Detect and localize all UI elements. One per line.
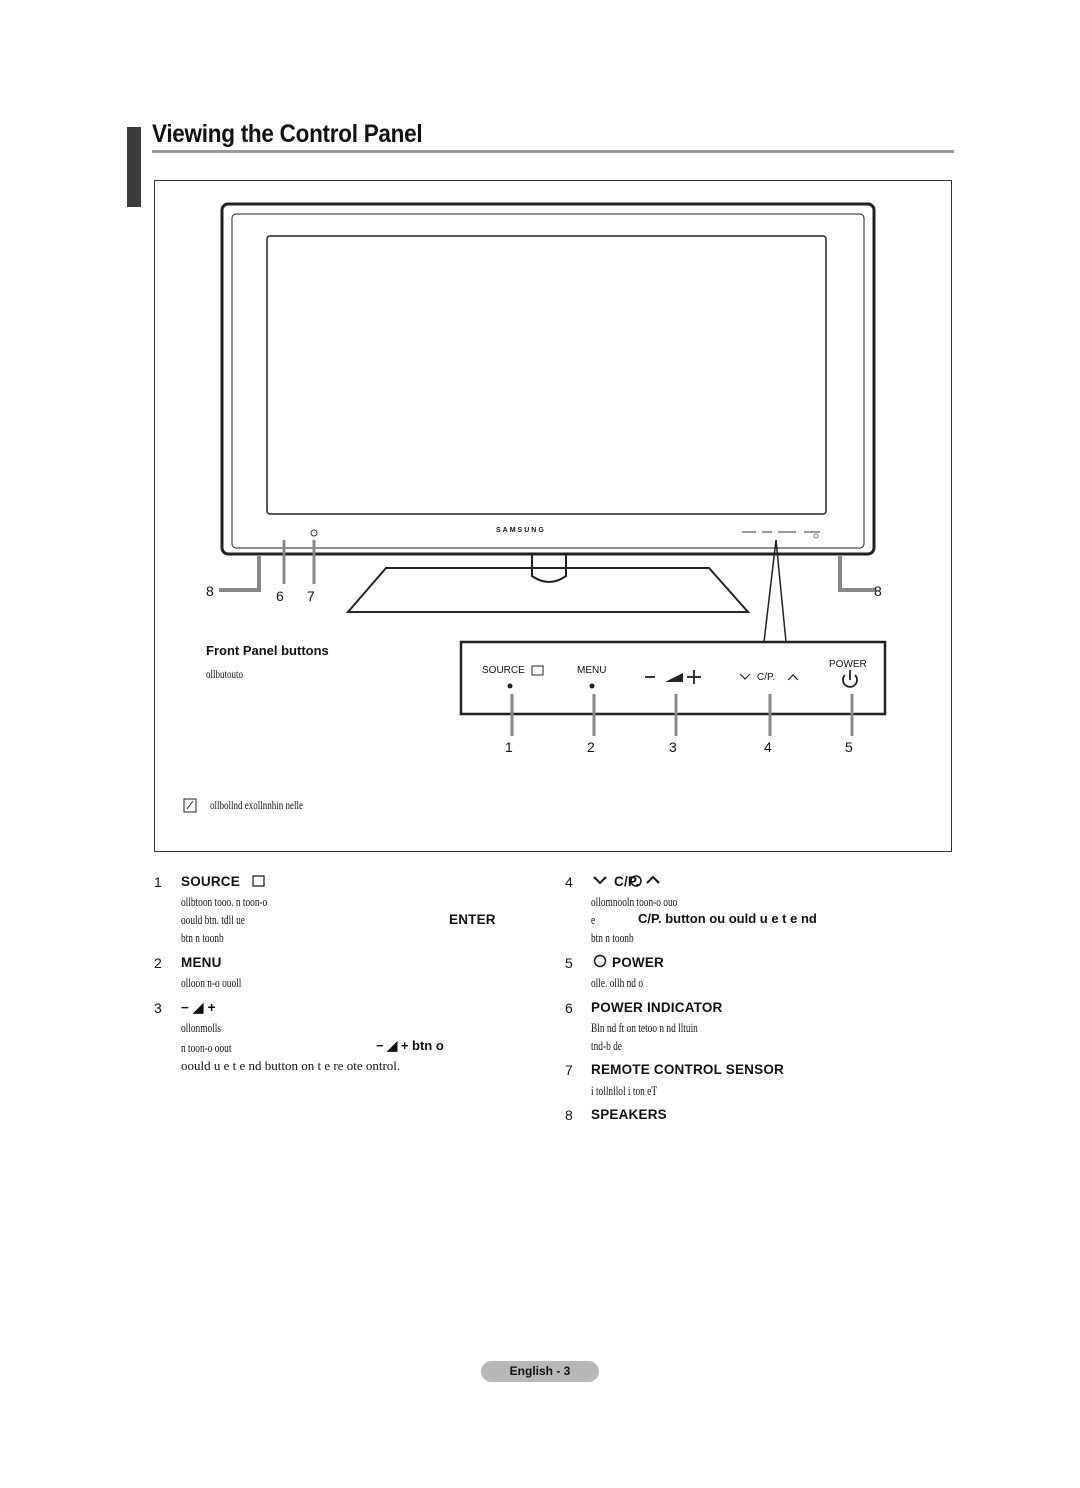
tv-diagram	[154, 180, 952, 852]
brand-logo: SAMSUNG	[496, 527, 546, 534]
enter-glyph	[532, 666, 543, 675]
ch-down-chevron	[740, 674, 750, 679]
item-5-line-1: olle. ollh nd o	[591, 975, 643, 990]
front-panel-sub: ollbutouto	[206, 667, 244, 681]
remote-sensor-mark	[311, 530, 317, 536]
panel-source-label: SOURCE	[482, 665, 525, 676]
item-2-num: 2	[154, 955, 162, 971]
speaker-left-leader	[219, 556, 259, 590]
item-3-label: − ◢ +	[181, 1000, 216, 1015]
item-6-label: POWER INDICATOR	[591, 1000, 723, 1015]
note-text: ollbollnd exollnnhin nelle	[210, 798, 303, 812]
item-1-enter: ENTER	[449, 912, 496, 927]
item-1-label: SOURCE	[181, 874, 240, 889]
item-4-extra: C/P. button ou ould u e t e nd	[638, 911, 817, 926]
item-4-power-icon	[631, 876, 641, 886]
item-2-line-1: olloon n-o ouoll	[181, 975, 242, 990]
item-3-line-2: n toon-o oout	[181, 1040, 232, 1055]
ch-up-chevron	[788, 675, 798, 680]
item-3-extra: − ◢ + btn o	[376, 1038, 444, 1053]
title-side-bar	[127, 127, 141, 207]
speaker-right-leader	[840, 556, 876, 590]
item-1-num: 1	[154, 874, 162, 890]
item-8-label: SPEAKERS	[591, 1107, 667, 1122]
item-1-enter-icon	[253, 876, 264, 886]
item-4-down-icon	[594, 877, 606, 883]
page-footer: English - 3	[481, 1361, 599, 1382]
item-4-line-3: btn n toonb	[591, 930, 634, 945]
callout-3: 3	[669, 739, 677, 755]
callout-4: 4	[764, 739, 772, 755]
stand-base	[348, 568, 748, 612]
note-icon-pen	[187, 801, 193, 809]
item-6-line-2: tnd-b de	[591, 1038, 622, 1053]
item-5-num: 5	[565, 955, 573, 971]
item-5-label: POWER	[612, 955, 665, 970]
mini-menu-mark	[762, 531, 772, 533]
item-1-line-1: ollbtoon tooo. n toon-o	[181, 894, 268, 909]
item-4-label: C/P.	[614, 874, 640, 889]
tv-bezel-outer	[222, 204, 874, 554]
item-7-num: 7	[565, 1062, 573, 1078]
tv-screen	[267, 236, 826, 514]
item-4-up-icon	[647, 877, 659, 883]
mini-source-mark	[742, 531, 756, 533]
item-7-line-1: i tollnllol i ton eT	[591, 1083, 658, 1098]
callout-5: 5	[845, 739, 853, 755]
item-7-label: REMOTE CONTROL SENSOR	[591, 1062, 784, 1077]
callout-6: 6	[276, 588, 284, 604]
front-panel-heading: Front Panel buttons	[206, 643, 329, 658]
callout-1: 1	[505, 739, 513, 755]
mini-cp-mark	[804, 531, 820, 533]
vol-wedge	[665, 673, 683, 682]
item-2-label: MENU	[181, 955, 222, 970]
callout-8-right: 8	[874, 583, 882, 599]
panel-cp-label: C/P.	[757, 672, 776, 683]
item-3-line-1: ollonmolls	[181, 1020, 222, 1035]
item-4-num: 4	[565, 874, 573, 890]
item-1-line-3: btn n toonb	[181, 930, 224, 945]
callout-7: 7	[307, 588, 315, 604]
tv-bezel-inner	[232, 214, 864, 548]
item-5-power-icon	[595, 956, 606, 967]
item-8-num: 8	[565, 1107, 573, 1123]
title-rule	[152, 150, 954, 153]
item-6-line-1: Bln nd ft on tetoo n nd lltuin	[591, 1020, 698, 1035]
source-dot	[508, 684, 513, 689]
menu-dot	[590, 684, 595, 689]
item-3-line-3: oould u e t e nd button on t e re ote ontrol.	[181, 1058, 401, 1073]
mini-power-mark	[814, 534, 818, 538]
item-6-num: 6	[565, 1000, 573, 1016]
callout-8-left: 8	[206, 583, 214, 599]
label-glyphs	[150, 870, 710, 1020]
page-title: Viewing the Control Panel	[152, 120, 423, 148]
item-4-line-2: e	[591, 912, 596, 927]
mini-vol-mark	[778, 531, 796, 533]
item-3-num: 3	[154, 1000, 162, 1016]
panel-menu-label: MENU	[577, 665, 607, 676]
item-4-line-1: ollomnooln toon-o ouo	[591, 894, 678, 909]
callout-2: 2	[587, 739, 595, 755]
panel-power-label: POWER	[829, 659, 867, 670]
item-1-line-2: oould btn. tdll ue	[181, 912, 245, 927]
